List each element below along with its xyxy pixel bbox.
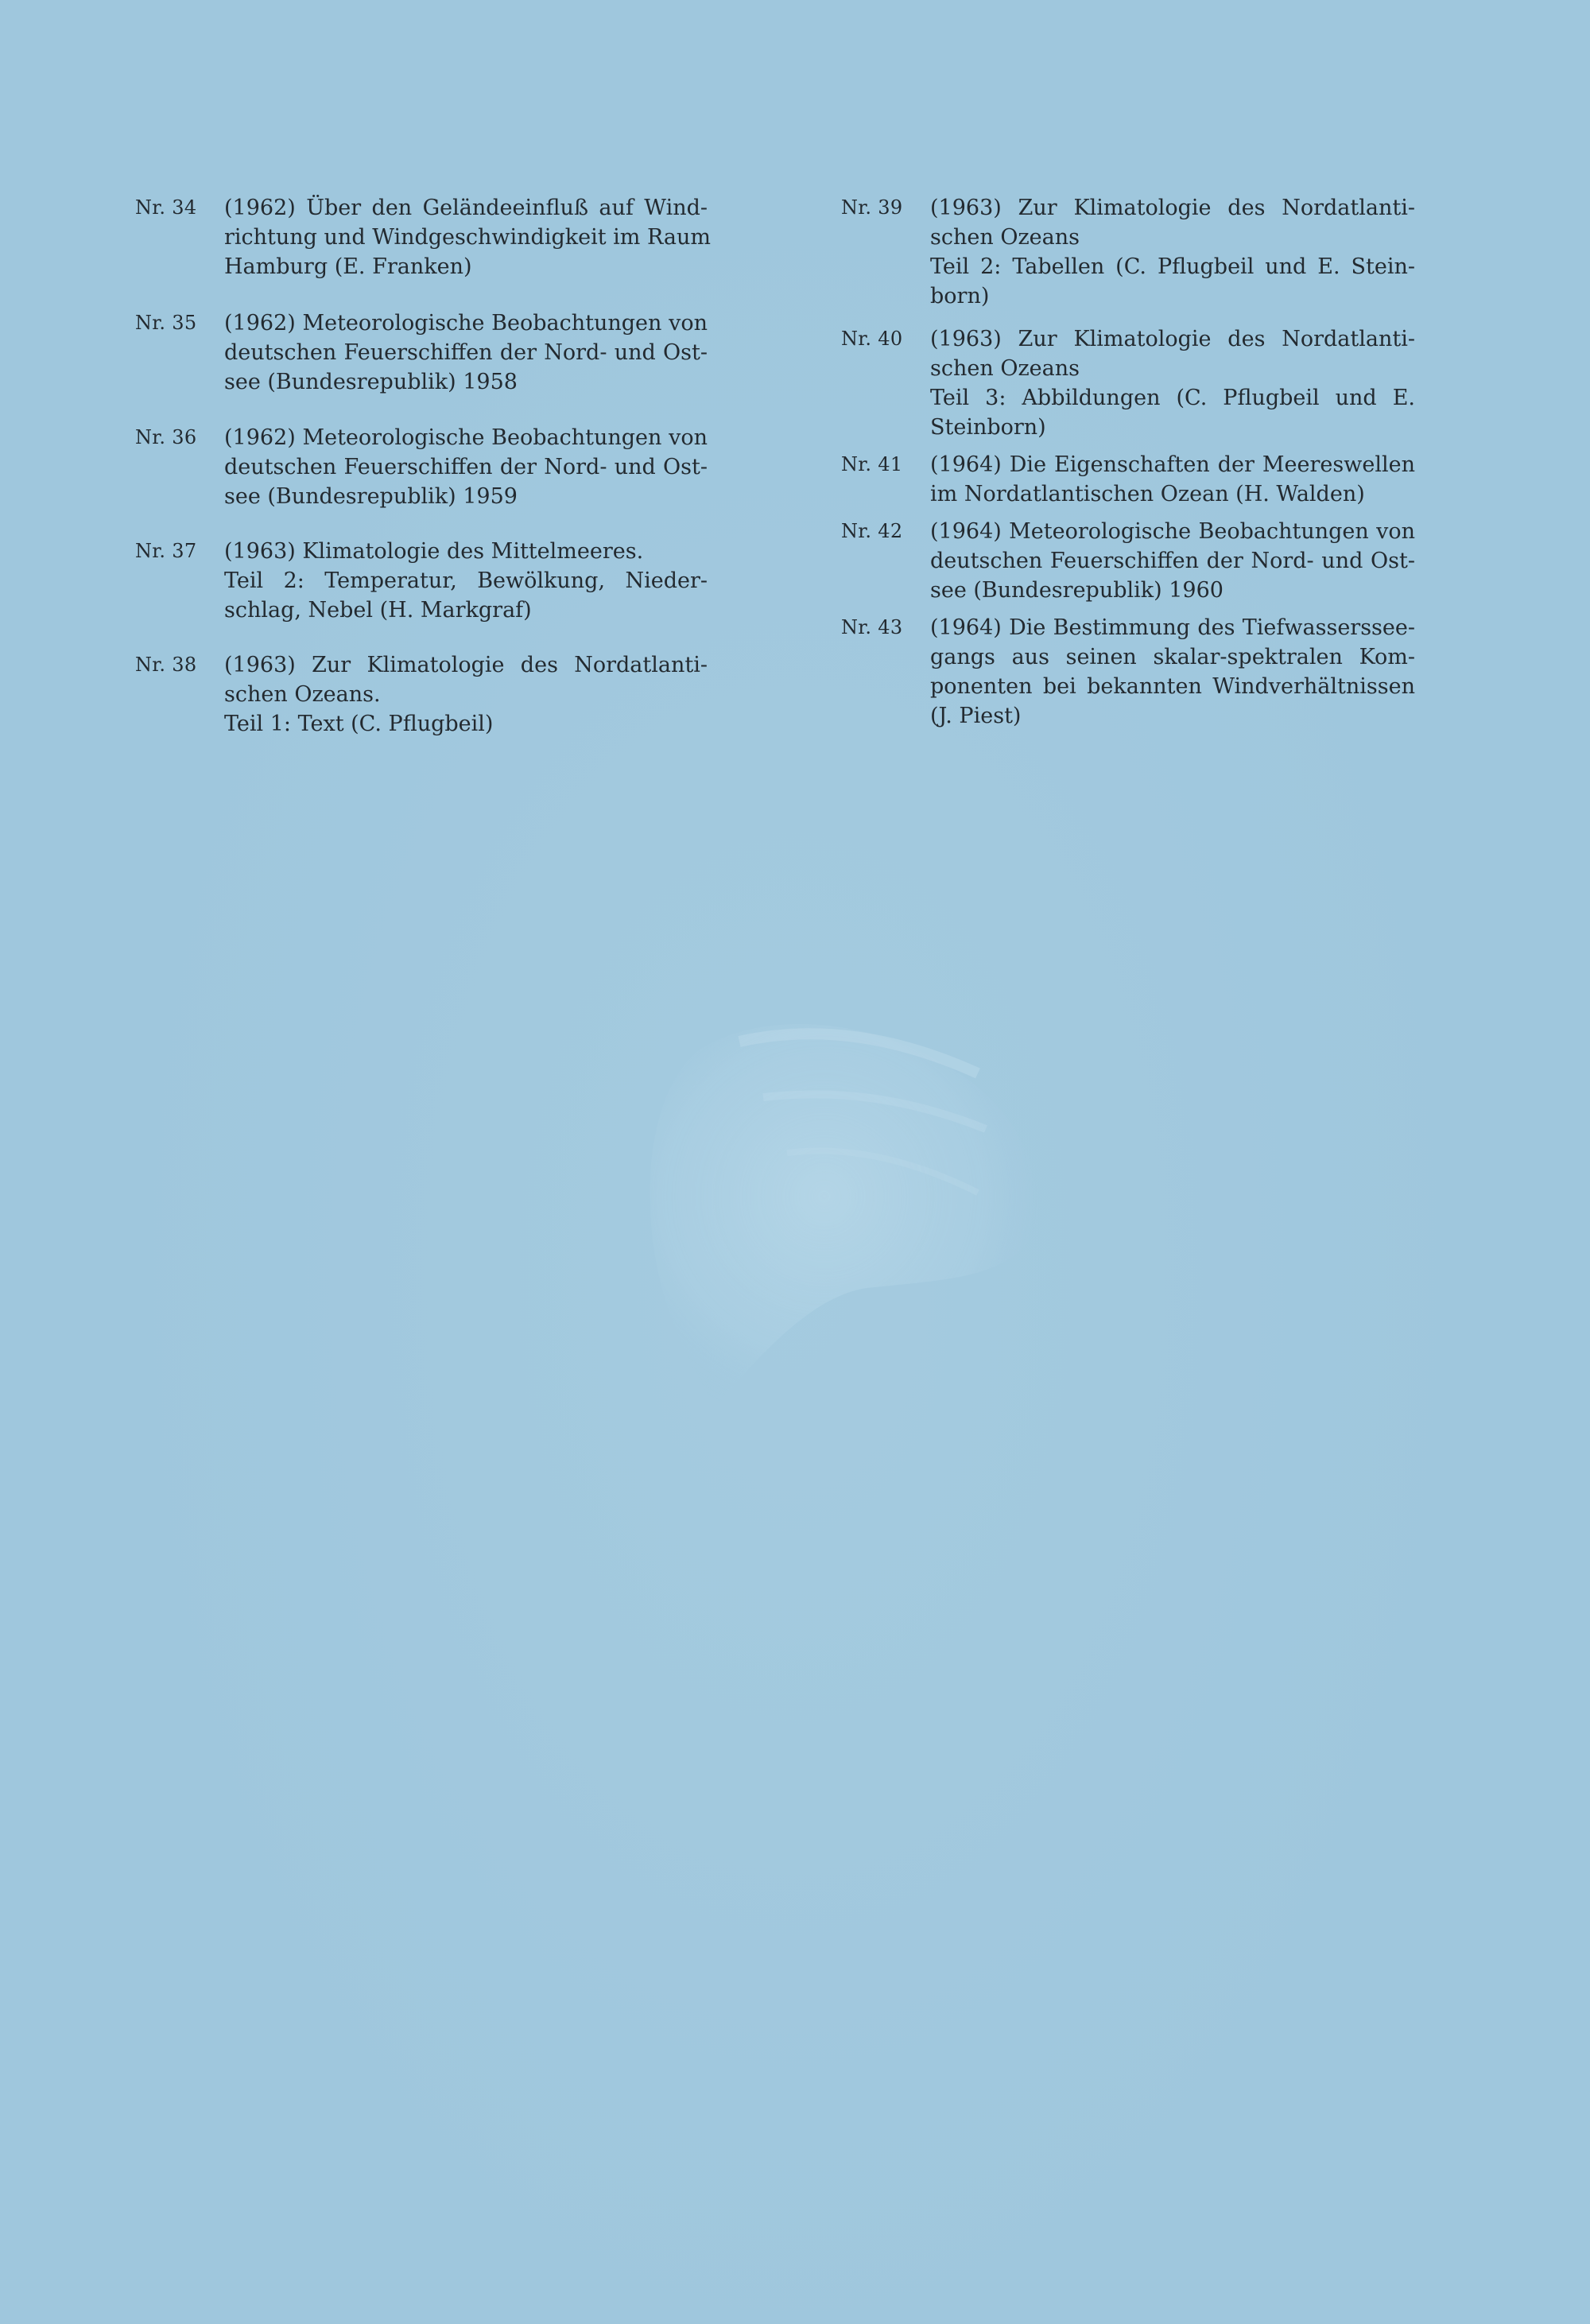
publication-entry-42 (841, 517, 1415, 605)
entry-number: Nr. 35 (135, 312, 197, 334)
entry-text-line: (1964) Meteorologische Beobachtungen von (930, 519, 1415, 544)
publication-entry-38 (135, 650, 708, 739)
publication-entry-35 (135, 308, 708, 397)
entry-number: Nr. 34 (135, 196, 197, 219)
entry-text-line: Teil 2: Tabellen (C. Pflugbeil und E. Stein- (930, 254, 1415, 279)
entry-text-line: see (Bundesrepublik) 1958 (224, 370, 518, 394)
paper-stain (604, 994, 1097, 1439)
right-column (841, 193, 1415, 731)
entry-text-line: schen Ozeans (930, 356, 1080, 381)
entry-number: Nr. 36 (135, 426, 197, 448)
publication-entry-39 (841, 193, 1415, 311)
entry-text-line: (1963) Zur Klimatologie des Nordatlanti- (930, 327, 1415, 351)
entry-text-line: (1963) Zur Klimatologie des Nordatlanti- (930, 196, 1415, 220)
publication-entry-34 (135, 193, 712, 281)
entry-text-line: born) (930, 284, 990, 308)
entry-number: Nr. 39 (841, 196, 903, 219)
entry-text-line: (1964) Die Bestimmung des Tiefwasserssee- (930, 615, 1415, 640)
entry-text-line: see (Bundesrepublik) 1959 (224, 484, 518, 509)
publication-entry-40 (841, 324, 1415, 442)
entry-number: Nr. 38 (135, 654, 197, 676)
entry-number: Nr. 37 (135, 540, 197, 562)
entry-number: Nr. 41 (841, 453, 903, 475)
entry-text-line: deutschen Feuerschiffen der Nord- und Ost- (930, 549, 1415, 573)
entry-text-line: ponenten bei bekannten Windverhältnissen (930, 674, 1415, 699)
entry-number: Nr. 43 (841, 616, 903, 638)
publication-entry-37 (135, 537, 708, 625)
entry-text-line: gangs aus seinen skalar-spektralen Kom- (930, 645, 1415, 669)
entry-text-line: deutschen Feuerschiffen der Nord- und Ost- (224, 340, 708, 365)
entry-text-line: deutschen Feuerschiffen der Nord- und Ost- (224, 455, 708, 479)
entry-text-line: schen Ozeans. (224, 682, 381, 707)
entry-text-line: Teil 3: Abbildungen (C. Pflugbeil und E. (930, 386, 1415, 410)
entry-text-line: Steinborn) (930, 415, 1046, 440)
entry-text-line: schlag, Nebel (H. Markgraf) (224, 598, 532, 623)
entry-text-line: (1962) Meteorologische Beobachtungen von (224, 425, 708, 450)
entry-text-line: (1963) Zur Klimatologie des Nordatlanti- (224, 653, 708, 677)
entry-number: Nr. 42 (841, 520, 903, 542)
publication-entry-36 (135, 423, 708, 511)
entry-number: Nr. 40 (841, 328, 903, 350)
entry-text-line: Teil 2: Temperatur, Bewölkung, Nieder- (224, 568, 708, 593)
entry-text-line: (J. Piest) (930, 704, 1022, 728)
left-column (135, 193, 712, 739)
entry-text-line: see (Bundesrepublik) 1960 (930, 578, 1224, 603)
entry-text-line: richtung und Windgeschwindigkeit im Raum (224, 225, 712, 250)
entry-text-line: schen Ozeans (930, 225, 1080, 250)
entry-text-line: Teil 1: Text (C. Pflugbeil) (224, 712, 494, 736)
entry-text-line: (1964) Die Eigenschaften der Meereswellen (930, 452, 1415, 477)
publication-entry-43 (841, 613, 1415, 731)
entry-text-line: (1962) Über den Geländeeinfluß auf Wind- (224, 196, 708, 220)
entry-text-line: (1962) Meteorologische Beobachtungen von (224, 311, 708, 336)
entry-text-line: (1963) Klimatologie des Mittelmeeres. (224, 539, 644, 564)
publication-entry-41 (841, 450, 1415, 509)
entry-text-line: Hamburg (E. Franken) (224, 254, 472, 279)
entry-text-line: im Nordatlantischen Ozean (H. Walden) (930, 482, 1365, 506)
